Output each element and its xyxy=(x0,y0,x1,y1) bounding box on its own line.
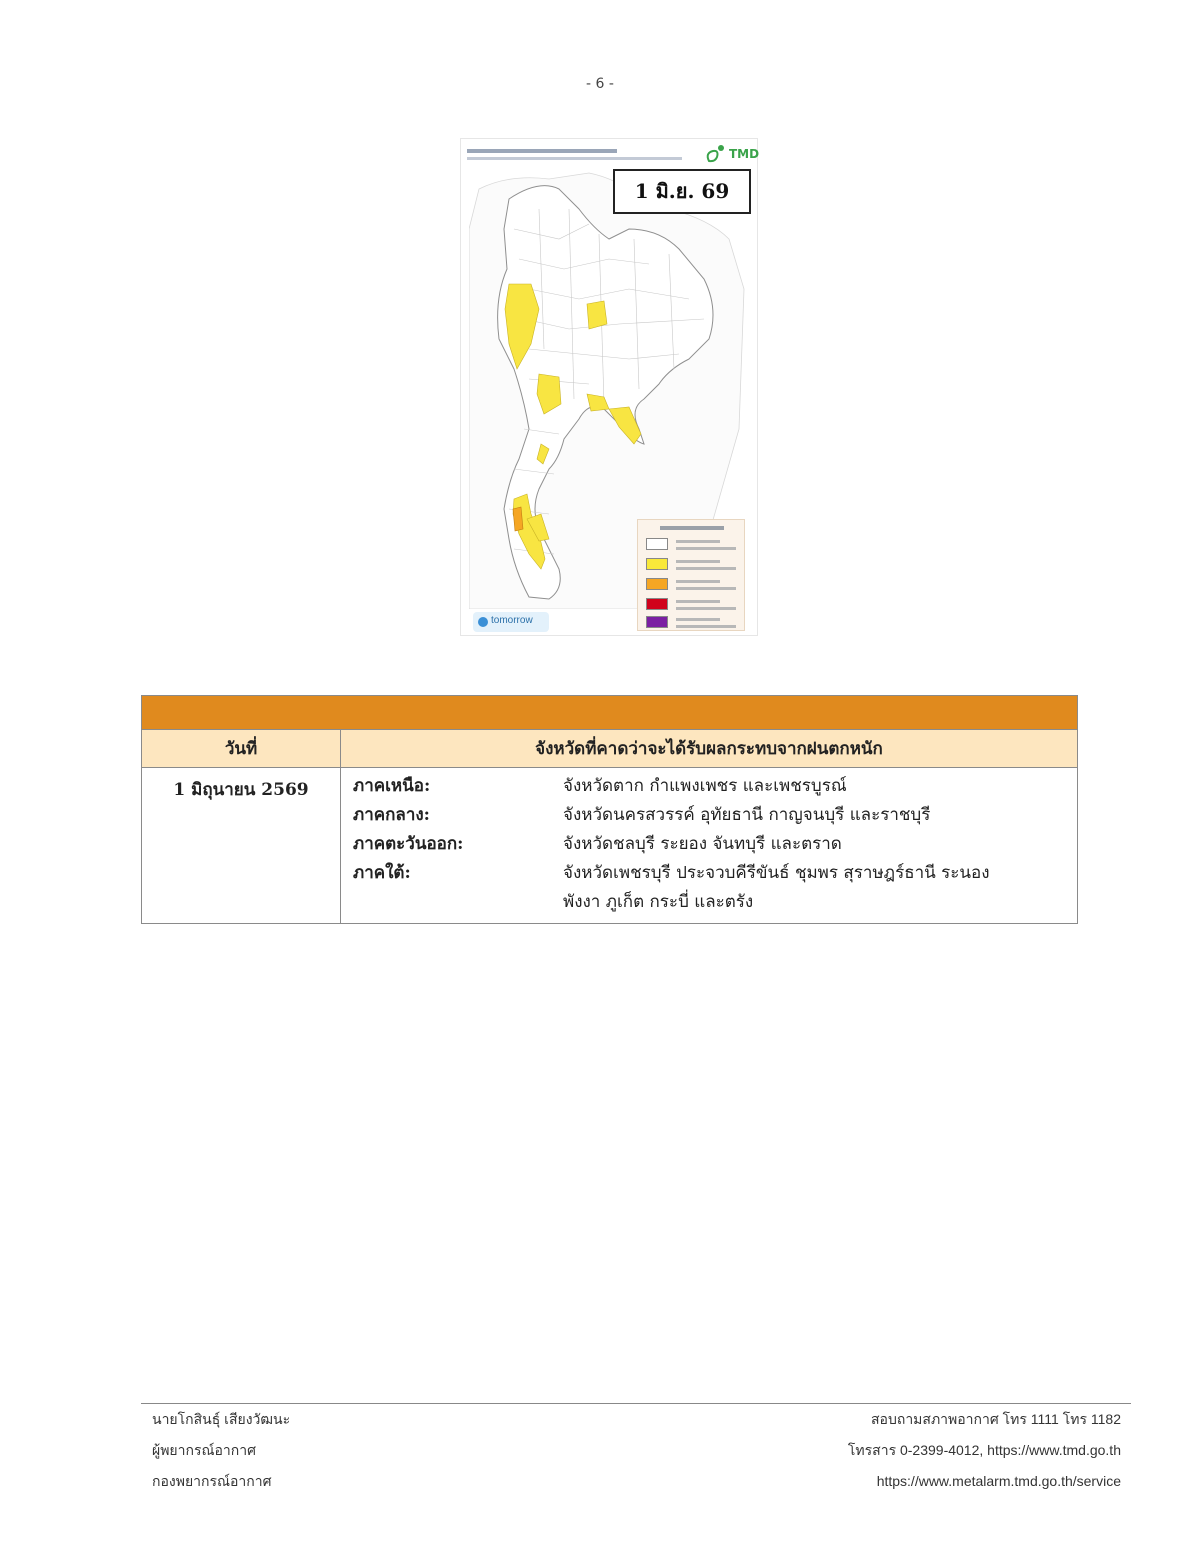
map-legend xyxy=(637,519,745,631)
header-date: วันที่ xyxy=(142,730,341,768)
legend-swatch-orange xyxy=(646,578,668,590)
map-title-text xyxy=(467,149,617,153)
map-header xyxy=(461,139,759,169)
contact-fax-website: โทรสาร 0-2399-4012, https://www.tmd.go.th xyxy=(847,1442,1121,1458)
region-name: ภาคกลาง: xyxy=(353,805,430,825)
region-line-north xyxy=(353,772,1067,801)
date-cell: 1 มิถุนายน 2569 xyxy=(142,768,341,924)
legend-title xyxy=(660,526,724,530)
region-line-south xyxy=(353,859,1067,888)
contact-service-link[interactable]: https://www.metalarm.tmd.go.th/service xyxy=(876,1473,1121,1489)
region-line-central xyxy=(353,801,1067,830)
legend-label xyxy=(676,540,720,543)
footer-divider xyxy=(141,1403,1131,1404)
footer-signature xyxy=(152,1408,290,1501)
legend-swatch-red xyxy=(646,598,668,610)
region-provinces: จังหวัดเพชรบุรี ประจวบคีรีขันธ์ ชุมพร สุราษฎร์ธานี ระนอง xyxy=(563,863,990,883)
table-row xyxy=(142,768,1078,924)
table-header-row xyxy=(142,730,1078,768)
tomorrow-logo-icon xyxy=(478,617,488,627)
tmd-logo: TMD xyxy=(729,147,760,161)
region-name: ภาคใต้: xyxy=(353,863,411,883)
legend-label xyxy=(676,580,720,583)
region-line-east xyxy=(353,830,1067,859)
region-line-south-continued xyxy=(353,888,1067,917)
table-caption-row xyxy=(142,696,1078,730)
legend-label xyxy=(676,607,736,610)
forecaster-title: ผู้พยากรณ์อากาศ xyxy=(152,1442,256,1458)
legend-swatch-purple xyxy=(646,616,668,628)
region-name: ภาคเหนือ: xyxy=(353,776,431,796)
map-subtitle-text xyxy=(467,157,682,160)
legend-label xyxy=(676,587,736,590)
header-provinces: จังหวัดที่คาดว่าจะได้รับผลกระทบจากฝนตกหนัก xyxy=(341,730,1078,768)
region-provinces: จังหวัดตาก กำแพงเพชร และเพชรบูรณ์ xyxy=(563,776,847,796)
forecast-table xyxy=(141,695,1078,924)
legend-swatch-white xyxy=(646,538,668,550)
table-caption-bar xyxy=(142,696,1078,730)
legend-label xyxy=(676,625,736,628)
region-provinces: จังหวัดนครสวรรค์ อุทัยธานี กาญจนบุรี และราชบุรี xyxy=(563,805,931,825)
footer-contact xyxy=(848,1408,1121,1501)
tomorrow-badge-text: tomorrow xyxy=(491,615,533,626)
legend-label xyxy=(676,600,720,603)
legend-swatch-yellow xyxy=(646,558,668,570)
legend-label xyxy=(676,567,736,570)
heavy-rain-forecast-map xyxy=(460,138,758,636)
map-date-label: 1 มิ.ย. 69 xyxy=(613,169,751,214)
legend-label xyxy=(676,547,736,550)
forecaster-name: นายโกสินธุ์ เสียงวัฒนะ xyxy=(152,1411,291,1427)
tomorrow-io-badge xyxy=(473,612,549,632)
regions-cell xyxy=(341,768,1078,924)
orange-provinces xyxy=(513,507,523,531)
region-name xyxy=(353,888,563,917)
legend-label xyxy=(676,618,720,621)
contact-phone: สอบถามสภาพอากาศ โทร 1111 โทร 1182 xyxy=(871,1411,1121,1427)
page-number: - 6 - xyxy=(586,76,614,92)
agency-logo-icon xyxy=(703,143,727,165)
forecaster-division: กองพยากรณ์อากาศ xyxy=(152,1473,272,1489)
region-name: ภาคตะวันออก: xyxy=(353,834,464,854)
legend-label xyxy=(676,560,720,563)
region-provinces: จังหวัดชลบุรี ระยอง จันทบุรี และตราด xyxy=(563,834,842,854)
region-provinces: พังงา ภูเก็ต กระบี่ และตรัง xyxy=(563,892,754,912)
